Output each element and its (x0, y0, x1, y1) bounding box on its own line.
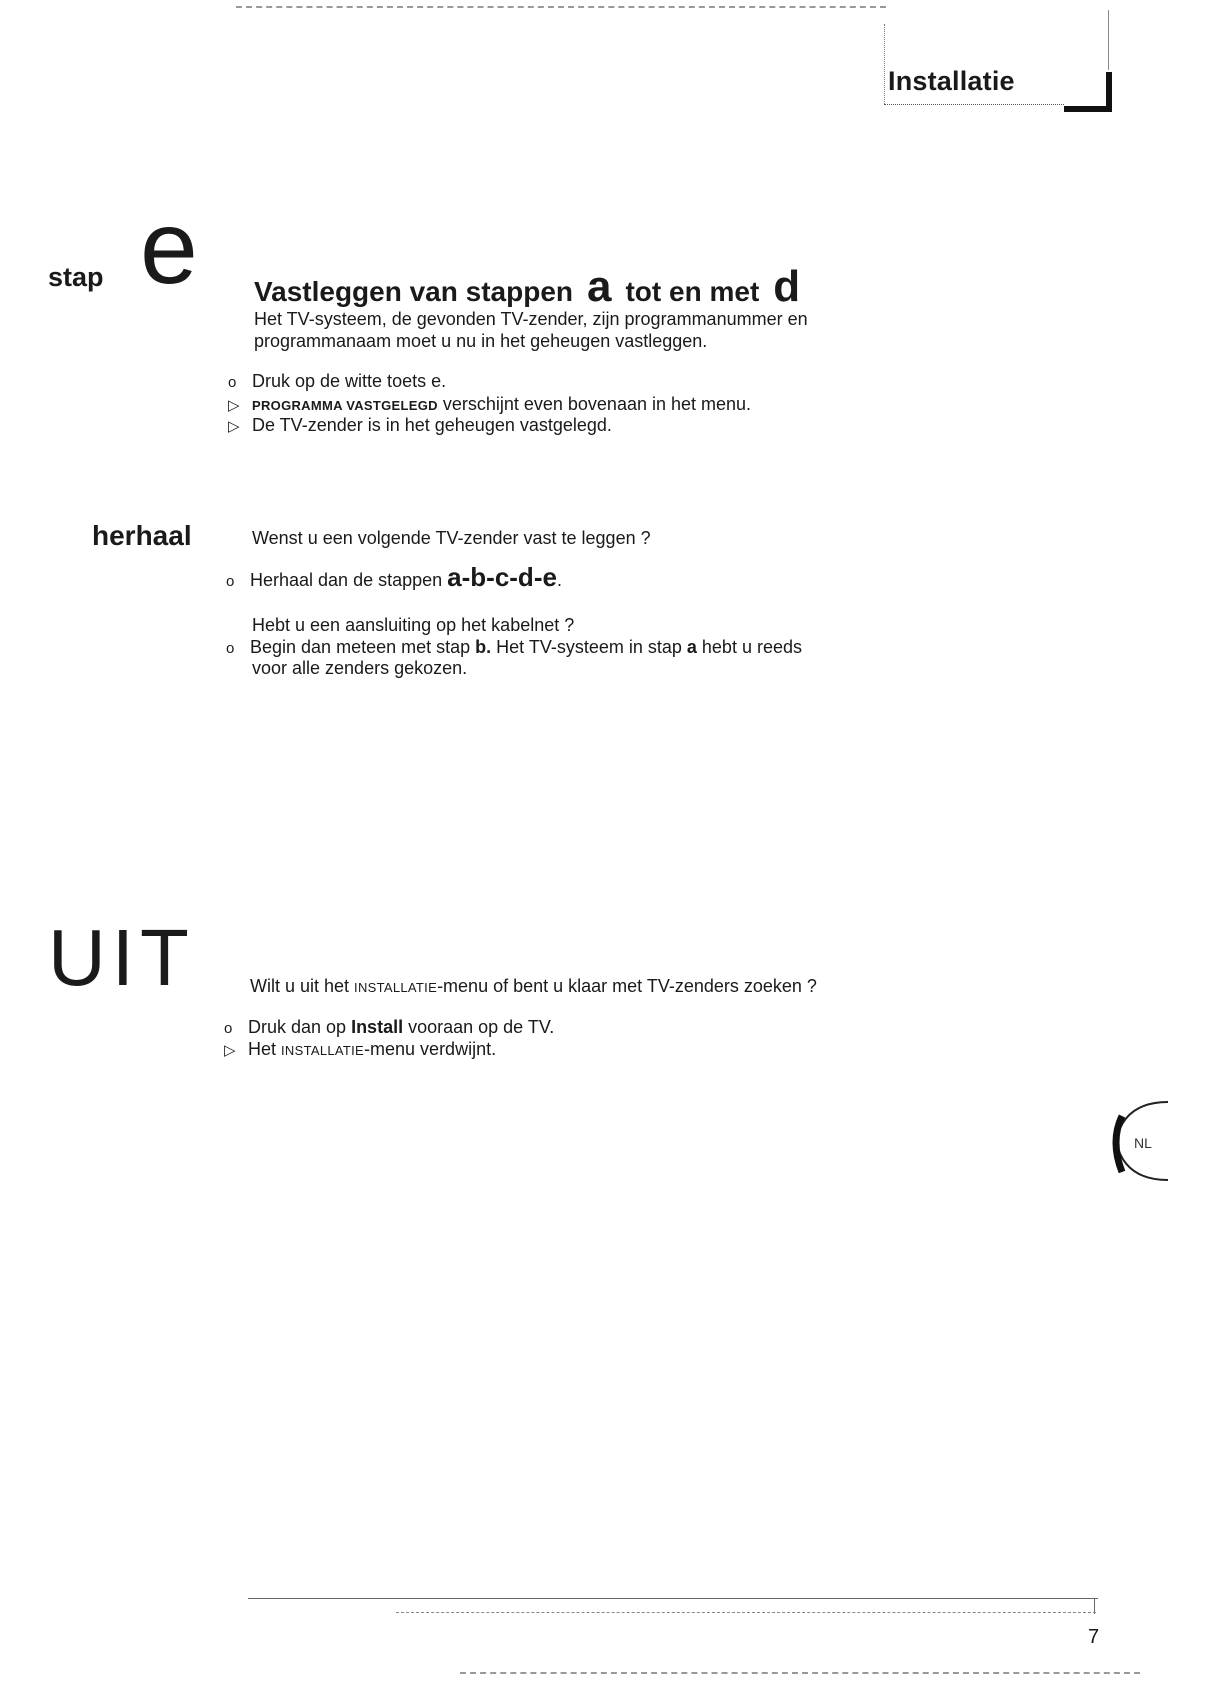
item-caps-text: INSTALLATIE (281, 1043, 365, 1058)
repeat-label: herhaal (92, 520, 192, 551)
heading-letter-a: a (587, 262, 612, 311)
item-bold: b. (475, 637, 492, 657)
triangle-bullet-icon: ▷ (228, 418, 240, 435)
circle-bullet-icon: o (228, 374, 237, 391)
item-text: Het TV-systeem in stap (491, 637, 687, 657)
header-left-tick (884, 24, 885, 104)
triangle-bullet-icon: ▷ (224, 1042, 236, 1059)
item-text: De TV-zender is in het geheugen vastgelegd. (252, 415, 612, 435)
language-tab-icon (1104, 1096, 1174, 1186)
page-number: 7 (1088, 1626, 1100, 1648)
step-paragraph (254, 308, 894, 352)
item-caps-text: INSTALLATIE (354, 980, 438, 995)
item-continuation: voor alle zenders gekozen. (252, 658, 468, 678)
install-key-label: Install (351, 1017, 404, 1037)
list-item (228, 414, 612, 438)
item-text: Druk op de witte toets e. (252, 371, 447, 391)
item-text: -menu verdwijnt. (364, 1039, 497, 1059)
header-rule (884, 104, 1064, 105)
step-letter: e (140, 190, 198, 306)
repeat-question: Wenst u een volgende TV-zender vast te leggen ? (252, 528, 651, 548)
item-text: Druk dan op (248, 1017, 352, 1037)
item-text: Het (248, 1039, 282, 1059)
circle-bullet-icon: o (226, 640, 235, 657)
list-item (224, 1016, 555, 1040)
bottom-border-dash (460, 1672, 1140, 1674)
footer-rule-dashed (396, 1612, 1096, 1613)
item-text: Begin dan meteen met stap (250, 637, 476, 657)
header-vertical-line (1108, 10, 1109, 70)
step-label: stap (48, 262, 104, 292)
exit-question (250, 975, 817, 999)
paragraph-line: Het TV-systeem, de gevonden TV-zender, zijn programmanummer en (254, 309, 808, 329)
cable-question: Hebt u een aansluiting op het kabelnet ? (252, 615, 575, 635)
item-text: -menu of bent u klaar met TV-zenders zoeken ? (437, 976, 817, 996)
item-caps-text: PROGRAMMA VASTGELEGD (252, 398, 438, 413)
item-text: vooraan op de TV. (403, 1017, 555, 1037)
circle-bullet-icon: o (226, 573, 235, 590)
header-bracket-base (1064, 106, 1112, 112)
list-item (224, 1038, 497, 1062)
circle-bullet-icon: o (224, 1020, 233, 1037)
triangle-bullet-icon: ▷ (228, 397, 240, 414)
heading-text-1: Vastleggen van stappen (254, 276, 573, 307)
repeat-steps: a-b-c-d-e (447, 562, 557, 592)
exit-label: UIT (48, 913, 195, 1002)
heading-letter-d: d (773, 262, 801, 311)
step-heading (254, 262, 814, 312)
list-item (226, 562, 562, 593)
language-tab-text: NL (1134, 1135, 1152, 1151)
heading-text-2: tot en met (625, 276, 760, 307)
footer-rule (248, 1598, 1098, 1599)
item-text: Wilt u uit het (250, 976, 355, 996)
item-text: verschijnt even bovenaan in het menu. (437, 394, 752, 414)
item-text: Herhaal dan de stappen (250, 570, 448, 590)
list-item (228, 370, 447, 394)
item-text: hebt u reeds (696, 637, 802, 657)
paragraph-line: programmanaam moet u nu in het geheugen vastleggen. (254, 331, 708, 351)
item-text: . (556, 570, 562, 590)
item-bold: a (686, 637, 697, 657)
top-border-dash (236, 6, 886, 8)
section-title: Installatie (888, 66, 1015, 96)
